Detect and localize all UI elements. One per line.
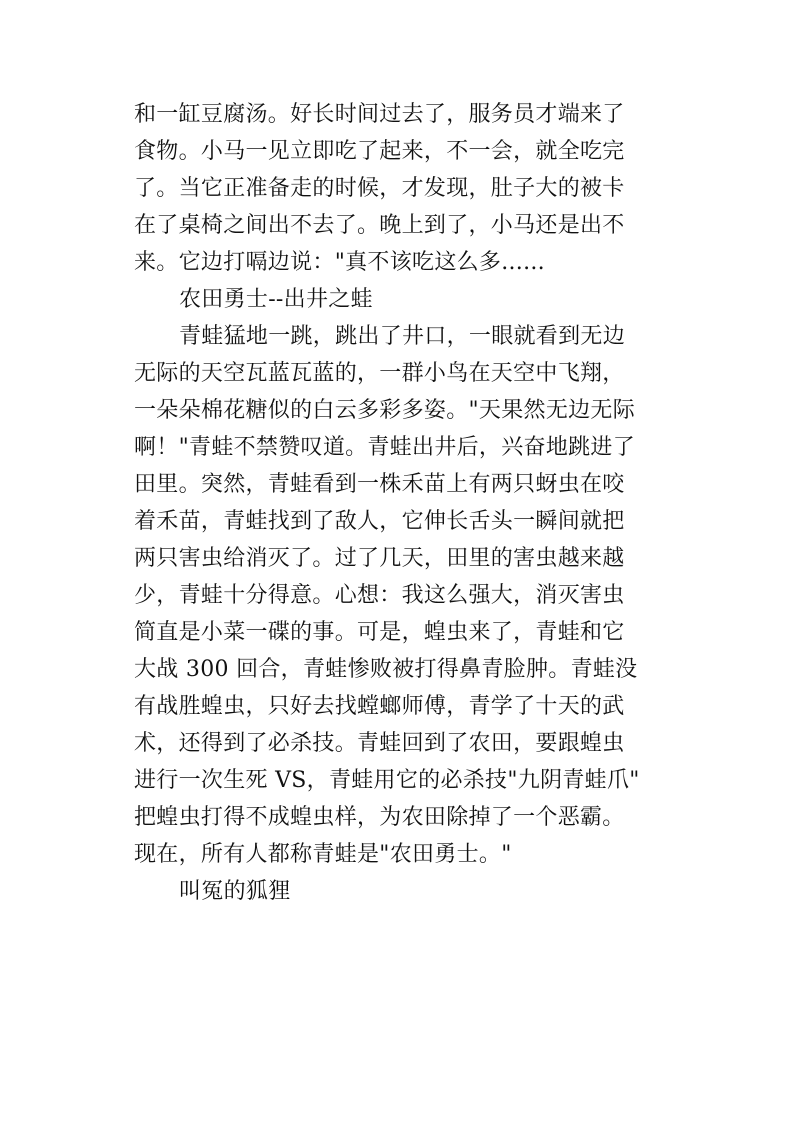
text-line: 现在，所有人都称青蛙是"农田勇士。" — [134, 842, 512, 867]
section-heading: 叫冤的狐狸 — [179, 879, 291, 904]
text-line: 有战胜蝗虫，只好去找螳螂师傅，青学了十天的武 — [134, 694, 625, 719]
text-line: 来。它边打嗝边说："真不该吃这么多...... — [134, 250, 545, 275]
text-line: 进行一次生死 VS，青蛙用它的必杀技"九阴青蛙爪" — [134, 768, 640, 793]
text-line: 少，青蛙十分得意。心想：我这么强大，消灭害虫 — [134, 583, 625, 608]
text-line: 食物。小马一见立即吃了起来，不一会，就全吃完 — [134, 139, 625, 164]
text-line: 无际的天空瓦蓝瓦蓝的，一群小鸟在天空中飞翔， — [134, 361, 625, 386]
paragraph-start-line: 青蛙猛地一跳，跳出了井口，一眼就看到无边 — [179, 324, 626, 349]
text-line: 术，还得到了必杀技。青蛙回到了农田，要跟蝗虫 — [134, 731, 625, 756]
text-line: 啊！"青蛙不禁赞叹道。青蛙出井后，兴奋地跳进了 — [134, 435, 636, 460]
document-page — [134, 96, 674, 910]
text-line: 把蝗虫打得不成蝗虫样，为农田除掉了一个恶霸。 — [134, 805, 625, 830]
text-line: 着禾苗，青蛙找到了敌人，它伸长舌头一瞬间就把 — [134, 509, 625, 534]
text-line: 两只害虫给消灭了。过了几天，田里的害虫越来越 — [134, 546, 625, 571]
section-heading: 农田勇士--出井之蛙 — [179, 287, 373, 312]
text-line: 简直是小菜一碟的事。可是，蝗虫来了，青蛙和它 — [134, 620, 625, 645]
text-line: 了。当它正准备走的时候，才发现，肚子大的被卡 — [134, 176, 625, 201]
text-line: 大战 300 回合，青蛙惨败被打得鼻青脸肿。青蛙没 — [134, 657, 638, 682]
text-line: 一朵朵棉花糖似的白云多彩多姿。"天果然无边无际 — [134, 398, 636, 423]
text-line: 和一缸豆腐汤。好长时间过去了，服务员才端来了 — [134, 102, 625, 127]
text-line: 在了桌椅之间出不去了。晚上到了，小马还是出不 — [134, 213, 625, 238]
text-line: 田里。突然，青蛙看到一株禾苗上有两只蚜虫在咬 — [134, 472, 625, 497]
